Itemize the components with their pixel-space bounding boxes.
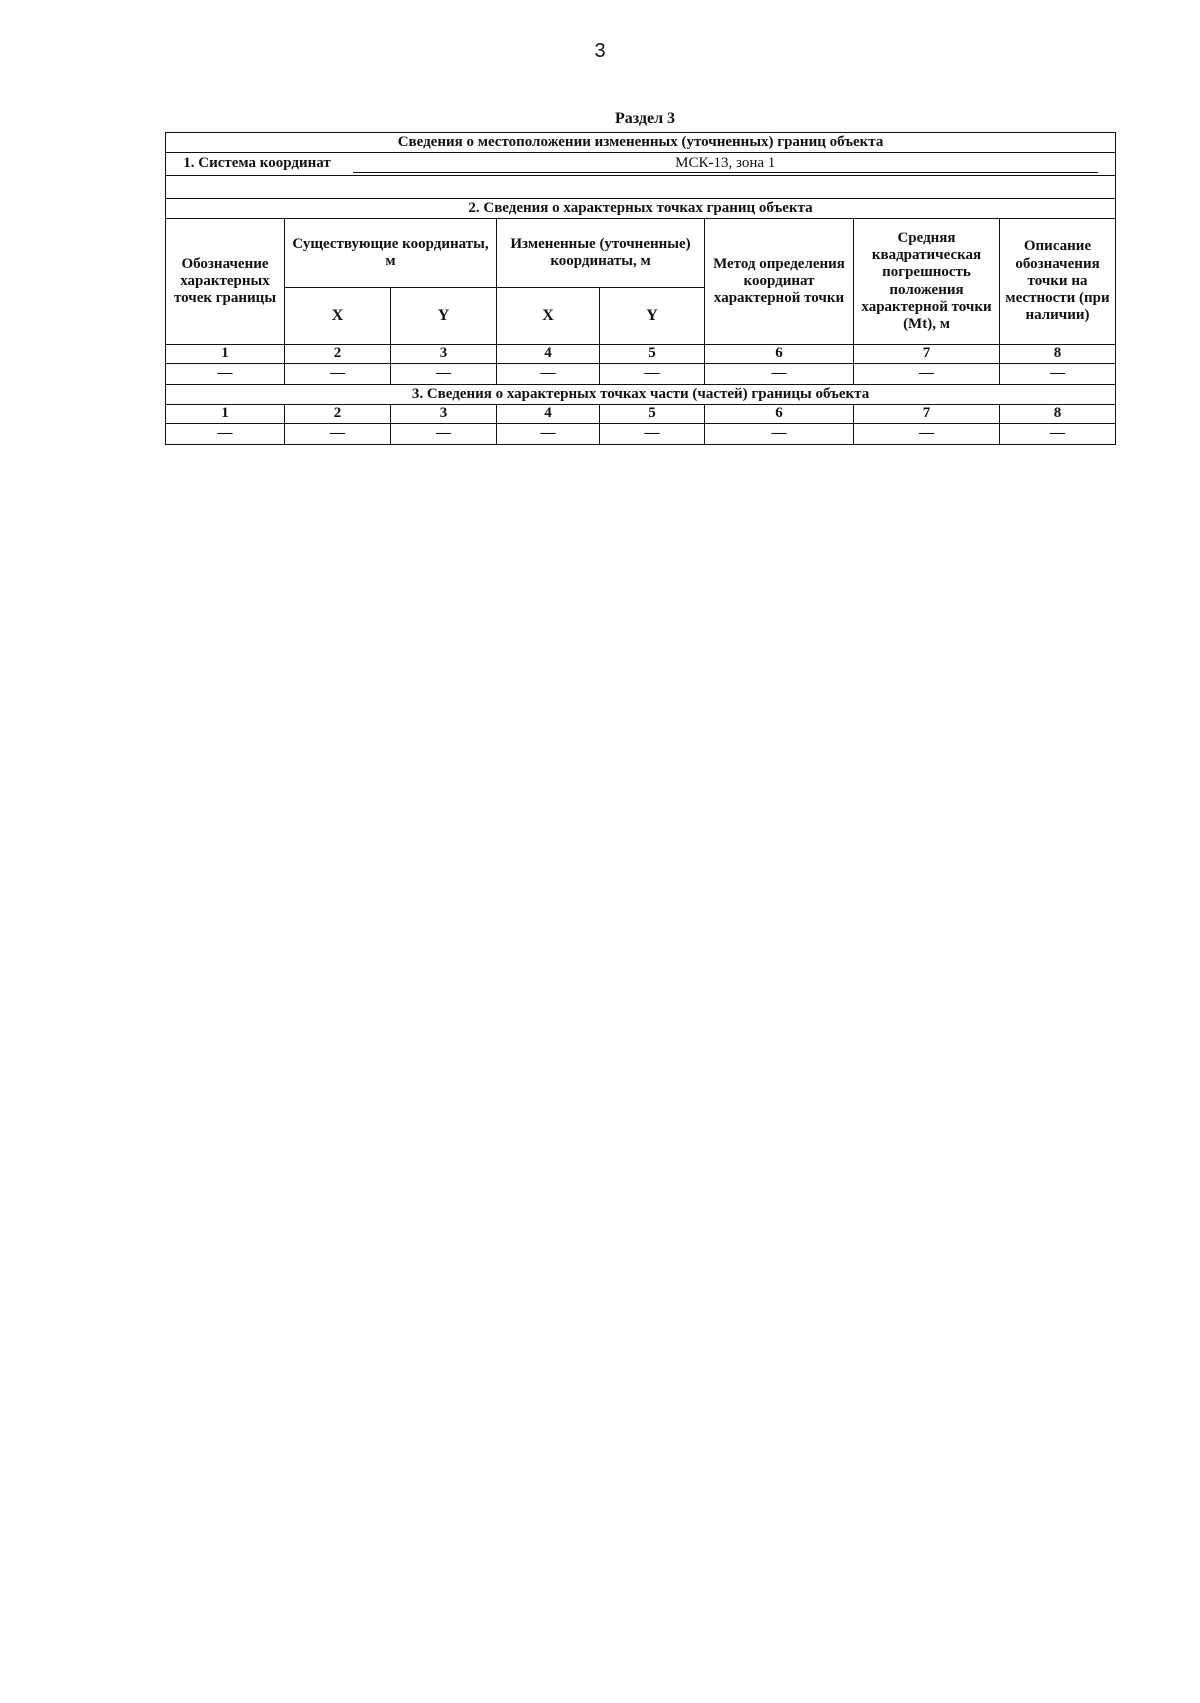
coord-system-row bbox=[166, 153, 1116, 176]
header-changed-x: X bbox=[497, 288, 600, 345]
coord-system-value: МСК-13, зона 1 bbox=[353, 155, 1098, 173]
column-number: 3 bbox=[391, 405, 497, 424]
header-description: Описание обозначения точки на местности (при наличии) bbox=[1000, 219, 1116, 345]
empty-cell: — bbox=[705, 364, 854, 385]
empty-cell: — bbox=[600, 424, 705, 445]
column-number: 4 bbox=[497, 345, 600, 364]
column-number: 5 bbox=[600, 345, 705, 364]
empty-cell: — bbox=[285, 364, 391, 385]
empty-cell: — bbox=[285, 424, 391, 445]
column-number: 6 bbox=[705, 345, 854, 364]
header-changed-y: Y bbox=[600, 288, 705, 345]
page-number: 3 bbox=[594, 40, 606, 62]
coord-system-label: 1. Система координат bbox=[183, 154, 331, 171]
table-title: Сведения о местоположении измененных (уточненных) границ объекта bbox=[166, 133, 1116, 153]
empty-cell: — bbox=[1000, 364, 1116, 385]
empty-cell: — bbox=[600, 364, 705, 385]
part3-title: 3. Сведения о характерных точках части (частей) границы объекта bbox=[166, 385, 1116, 405]
part2-title: 2. Сведения о характерных точках границ объекта bbox=[166, 199, 1116, 219]
header-rms-error: Средняя квадратическая погрешность положения характерной точки (Mt), м bbox=[854, 219, 1000, 345]
empty-cell: — bbox=[1000, 424, 1116, 445]
column-number: 8 bbox=[1000, 345, 1116, 364]
empty-cell: — bbox=[497, 424, 600, 445]
empty-cell: — bbox=[166, 364, 285, 385]
empty-cell: — bbox=[705, 424, 854, 445]
column-number: 3 bbox=[391, 345, 497, 364]
column-number: 1 bbox=[166, 345, 285, 364]
header-point-designation: Обозначение характерных точек границы bbox=[166, 219, 285, 345]
empty-cell: — bbox=[854, 424, 1000, 445]
column-number: 7 bbox=[854, 405, 1000, 424]
blank-row bbox=[166, 176, 1116, 199]
header-method: Метод определения координат характерной точки bbox=[705, 219, 854, 345]
column-number: 2 bbox=[285, 405, 391, 424]
section-title: Раздел 3 bbox=[614, 110, 676, 127]
column-number: 2 bbox=[285, 345, 391, 364]
header-changed-coords: Измененные (уточненные) координаты, м bbox=[497, 219, 705, 288]
column-number: 5 bbox=[600, 405, 705, 424]
column-number: 1 bbox=[166, 405, 285, 424]
empty-cell: — bbox=[391, 364, 497, 385]
header-existing-x: X bbox=[285, 288, 391, 345]
header-existing-y: Y bbox=[391, 288, 497, 345]
empty-cell: — bbox=[391, 424, 497, 445]
column-number: 6 bbox=[705, 405, 854, 424]
column-number: 8 bbox=[1000, 405, 1116, 424]
header-existing-coords: Существующие координаты, м bbox=[285, 219, 497, 288]
empty-cell: — bbox=[497, 364, 600, 385]
empty-cell: — bbox=[854, 364, 1000, 385]
column-number: 4 bbox=[497, 405, 600, 424]
boundary-table bbox=[165, 132, 1116, 445]
empty-cell: — bbox=[166, 424, 285, 445]
column-number: 7 bbox=[854, 345, 1000, 364]
